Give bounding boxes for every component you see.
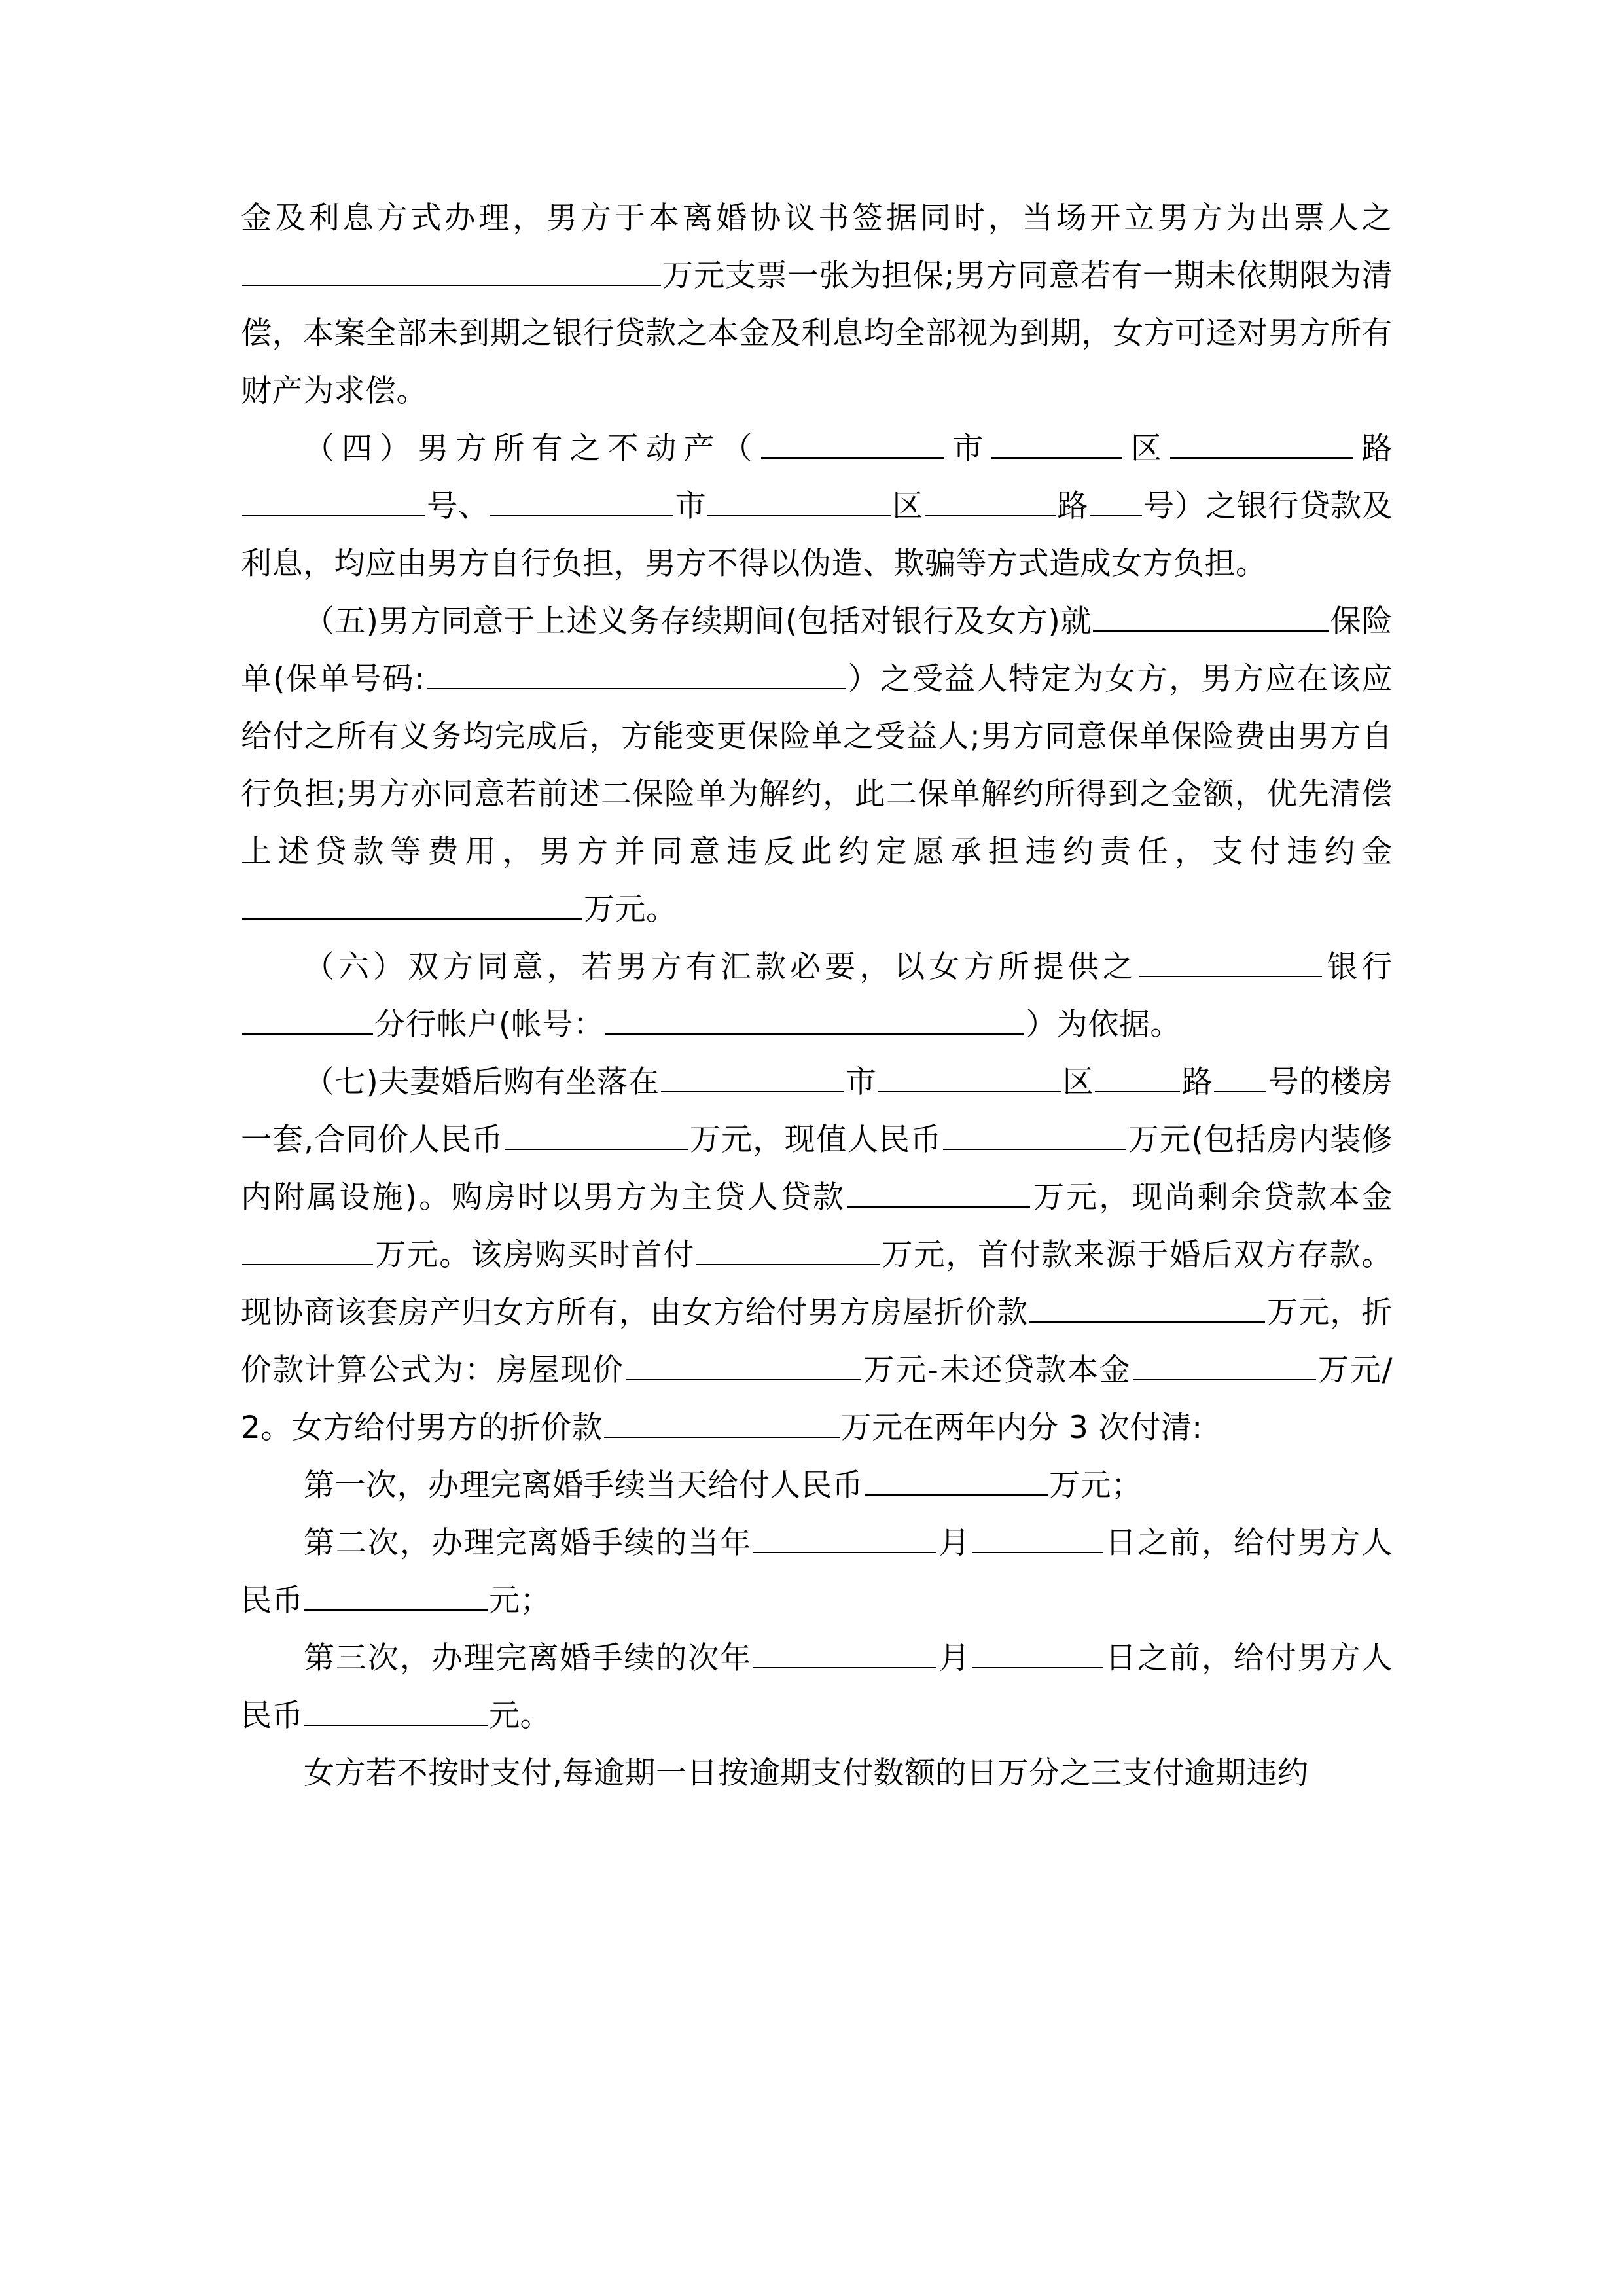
para-late-penalty bbox=[241, 1745, 1393, 1803]
fill-in-blank[interactable] bbox=[304, 1691, 488, 1726]
text-run: 市 bbox=[845, 1064, 877, 1100]
fill-in-blank[interactable] bbox=[1139, 942, 1322, 977]
text-run: 区 bbox=[1062, 1064, 1094, 1100]
fill-in-blank[interactable] bbox=[242, 884, 582, 920]
fill-in-blank[interactable] bbox=[242, 481, 425, 516]
text-run: ）为依据。 bbox=[1026, 1007, 1181, 1043]
text-run: 万元，现尚剩余贷款本金 bbox=[1031, 1179, 1393, 1215]
fill-in-blank[interactable] bbox=[661, 1057, 844, 1092]
text-run: 万元，首付款来源于婚后双方存款。现协商该套房产归女方所有，由女方给付男方房屋折价款 bbox=[241, 1237, 1393, 1331]
fill-in-blank[interactable] bbox=[304, 1575, 488, 1611]
text-run: 月 bbox=[938, 1525, 971, 1561]
text-run: 万元(包括房内装修内附属设施)。购房时以男方为主贷人贷款 bbox=[241, 1122, 1393, 1215]
fill-in-blank[interactable] bbox=[604, 1403, 840, 1438]
fill-in-blank[interactable] bbox=[925, 481, 1056, 516]
text-run: 元。 bbox=[489, 1698, 551, 1734]
fill-in-blank[interactable] bbox=[878, 1057, 1061, 1092]
text-run: 区 bbox=[1124, 431, 1169, 467]
text-run: 号的楼房一套,合同价人民币 bbox=[241, 1064, 1393, 1158]
para-item-four bbox=[241, 420, 1393, 593]
fill-in-blank[interactable] bbox=[847, 1172, 1030, 1208]
fill-in-blank[interactable] bbox=[1214, 1057, 1266, 1092]
para-deposit-guarantee bbox=[241, 190, 1393, 420]
fill-in-blank[interactable] bbox=[1133, 1345, 1316, 1380]
fill-in-blank[interactable] bbox=[1170, 423, 1353, 459]
text-run: 号）之银行贷款及利息，均应由男方自行负担，男方不得以伪造、欺骗等方式造成女方负担。 bbox=[241, 488, 1393, 582]
fill-in-blank[interactable] bbox=[991, 423, 1122, 459]
fill-in-blank[interactable] bbox=[626, 1345, 861, 1380]
text-run: 万元； bbox=[1049, 1467, 1143, 1503]
fill-in-blank[interactable] bbox=[753, 1633, 936, 1668]
fill-in-blank[interactable] bbox=[696, 1230, 880, 1265]
fill-in-blank[interactable] bbox=[1029, 1287, 1265, 1323]
fill-in-blank[interactable] bbox=[505, 1115, 688, 1150]
fill-in-blank[interactable] bbox=[605, 999, 1024, 1035]
text-run: 万元，现值人民币 bbox=[689, 1122, 942, 1158]
fill-in-blank[interactable] bbox=[242, 1230, 373, 1265]
text-run: 万元支票一张为担保;男方同意若有一期未依期限为清偿，本案全部未到期之银行贷款之本金及利息均全部视为到期，女方可迳对男方所有财产为求偿。 bbox=[241, 258, 1393, 409]
text-run: 万元，折价款计算公式为：房屋现价 bbox=[241, 1295, 1393, 1388]
fill-in-blank[interactable] bbox=[1095, 1057, 1180, 1092]
para-payment-third bbox=[241, 1630, 1393, 1745]
text-run: 路 bbox=[1057, 488, 1088, 524]
text-run: 分行帐户(帐号： bbox=[374, 1007, 605, 1043]
text-run: 金及利息方式办理，男方于本离婚协议书签据同时，当场开立男方为出票人之 bbox=[241, 200, 1393, 236]
text-run: 路 bbox=[1181, 1064, 1213, 1100]
text-run: 万元/2。女方给付男方的折价款 bbox=[241, 1352, 1393, 1446]
fill-in-blank[interactable] bbox=[972, 1518, 1103, 1553]
para-item-seven bbox=[241, 1054, 1393, 1457]
fill-in-blank[interactable] bbox=[1093, 596, 1329, 632]
text-run: 第二次，办理完离婚手续的当年 bbox=[304, 1525, 753, 1561]
text-run: 第三次，办理完离婚手续的次年 bbox=[304, 1640, 753, 1676]
text-run: 保险单(保单号码: bbox=[241, 603, 1393, 697]
text-run: 第一次，办理完离婚手续当天给付人民币 bbox=[304, 1467, 863, 1503]
text-run: 区 bbox=[892, 488, 924, 524]
text-run: 日之前，给付男方人民币 bbox=[241, 1640, 1393, 1734]
text-run: 万元。该房购买时首付 bbox=[374, 1237, 696, 1273]
text-run: 市 bbox=[675, 488, 707, 524]
text-run: ）之受益人特定为女方，男方应在该应给付之所有义务均完成后，方能变更保险单之受益人;男方同意保单保险费由男方自行负担;男方亦同意若前述二保险单为解约，此二保单解约所得到之金额，优先清偿上述贷款等费用，男方并同意违反此约定愿承担违约责任，支付违约金 bbox=[241, 661, 1393, 870]
text-run: 路 bbox=[1354, 431, 1393, 467]
text-run: 万元-未还贷款本金 bbox=[862, 1352, 1132, 1388]
para-payment-second bbox=[241, 1515, 1393, 1630]
text-run: 元； bbox=[489, 1583, 551, 1619]
text-run: （四）男方所有之不动产（ bbox=[304, 431, 760, 467]
fill-in-blank[interactable] bbox=[707, 481, 891, 516]
fill-in-blank[interactable] bbox=[761, 423, 944, 459]
text-run: （五)男方同意于上述义务存续期间(包括对银行及女方)就 bbox=[304, 603, 1092, 639]
text-run: （七)夫妻婚后购有坐落在 bbox=[304, 1064, 660, 1100]
fill-in-blank[interactable] bbox=[753, 1518, 936, 1553]
text-run: （六）双方同意，若男方有汇款必要，以女方所提供之 bbox=[304, 949, 1137, 985]
fill-in-blank[interactable] bbox=[242, 999, 373, 1035]
fill-in-blank[interactable] bbox=[490, 481, 673, 516]
para-payment-first bbox=[241, 1457, 1393, 1515]
para-item-five bbox=[241, 593, 1393, 939]
para-item-six bbox=[241, 939, 1393, 1054]
text-run: 银行 bbox=[1323, 949, 1393, 985]
document-body bbox=[241, 190, 1393, 1803]
fill-in-blank[interactable] bbox=[943, 1115, 1126, 1150]
text-run: 万元。 bbox=[584, 891, 677, 927]
text-run: 女方若不按时支付,每逾期一日按逾期支付数额的日万分之三支付逾期违约 bbox=[304, 1755, 1309, 1791]
text-run: 市 bbox=[945, 431, 991, 467]
text-run: 日之前，给付男方人民币 bbox=[241, 1525, 1393, 1619]
text-run: 万元在两年内分 3 次付清: bbox=[840, 1410, 1203, 1446]
text-run: 号、 bbox=[427, 488, 490, 524]
fill-in-blank[interactable] bbox=[1090, 481, 1142, 516]
text-run: 月 bbox=[938, 1640, 971, 1676]
fill-in-blank[interactable] bbox=[865, 1460, 1048, 1496]
fill-in-blank[interactable] bbox=[242, 251, 661, 286]
fill-in-blank[interactable] bbox=[427, 654, 846, 689]
fill-in-blank[interactable] bbox=[972, 1633, 1103, 1668]
